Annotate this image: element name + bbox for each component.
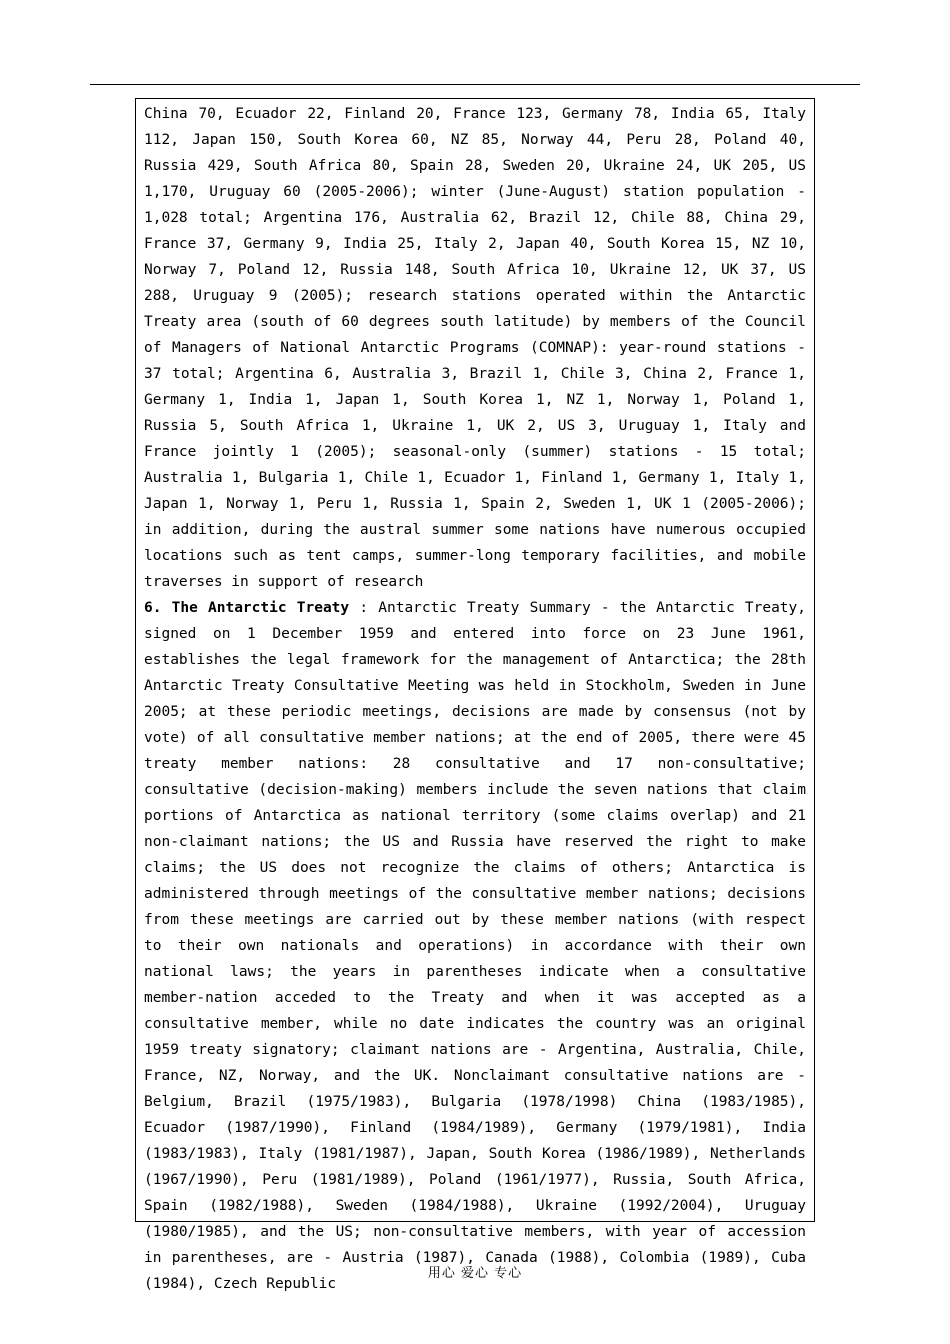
document-text: [144, 101, 806, 1297]
header-rule: [90, 84, 860, 85]
paragraph-station-populations: China 70, Ecuador 22, Finland 20, France 123, Germany 78, India 65, Italy 112, Japan 150, South Korea 60, NZ 85, Norway 44, Peru 28, Poland 40, Russia 429, South Africa 80, Spain 28, Sweden 20, Ukraine 24, UK 205, US 1,170, Uruguay 60 (2005-2006); winter (June-August) station population - 1,028 total; Argentina 176, Australia 62, Brazil 12, Chile 88, China 29, France 37, Germany 9, India 25, Italy 2, Japan 40, South Korea 15, NZ 10, Norway 7, Poland 12, Russia 148, South Africa 10, Ukraine 12, UK 37, US 288, Uruguay 9 (2005); research stations operated within the Antarctic Treaty area (south of 60 degrees south latitude) by members of the Council of Managers of National Antarctic Programs (COMNAP): year-round stations - 37 total; Argentina 6, Australia 3, Brazil 1, Chile 3, China 2, France 1, Germany 1, India 1, Japan 1, South Korea 1, NZ 1, Norway 1, Poland 1, Russia 5, South Africa 1, Ukraine 1, UK 2, US 3, Uruguay 1, Italy and France jointly 1 (2005); seasonal-only (summer) stations - 15 total; Australia 1, Bulgaria 1, Chile 1, Ecuador 1, Finland 1, Germany 1, Italy 1, Japan 1, Norway 1, Peru 1, Russia 1, Spain 2, Sweden 1, UK 1 (2005-2006); in addition, during the austral summer some nations have numerous occupied locations such as tent camps, summer-long temporary facilities, and mobile traverses in support of research: [144, 106, 806, 590]
section-heading: 6. The Antarctic Treaty: [144, 600, 350, 616]
section-body: : Antarctic Treaty Summary - the Antarctic Treaty, signed on 1 December 1959 and entered into force on 23 June 1961, establishes the legal framework for the management of Antarctica; the 28th Antarctic Treaty Consultative Meeting was held in Stockholm, Sweden in June 2005; at these periodic meetings, decisions are made by consensus (not by vote) of all consultative member nations; at the end of 2005, there were 45 treaty member nations: 28 consultative and 17 non-consultative; consultative (decision-making) members include the seven nations that claim portions of Antarctica as national territory (some claims overlap) and 21 non-claimant nations; the US and Russia have reserved the right to make claims; the US does not recognize the claims of others; Antarctica is administered through meetings of the consultative member nations; decisions from these meetings are carried out by these member nations (with respect to their own nationals and operations) in accordance with their own national laws; the years in parentheses indicate when a consultative member-nation acceded to the Treaty and when it was accepted as a consultative member, while no date indicates the country was an original 1959 treaty signatory; claimant nations are - Argentina, Australia, Chile, France, NZ, Norway, and the UK. Nonclaimant consultative nations are - Belgium, Brazil (1975/1983), Bulgaria (1978/1998) China (1983/1985), Ecuador (1987/1990), Finland (1984/1989), Germany (1979/1981), India (1983/1983), Italy (1981/1987), Japan, South Korea (1986/1989), Netherlands (1967/1990), Peru (1981/1989), Poland (1961/1977), Russia, South Africa, Spain (1982/1988), Sweden (1984/1988), Ukraine (1992/2004), Uruguay (1980/1985), and the US; non-consultative members, with year of accession in parentheses, are - Austria (1987), Canada (1988), Colombia (1989), Cuba (1984), Czech Republic: [144, 600, 806, 1292]
page-footer: 用心 爱心 专心: [427, 1266, 523, 1281]
paragraph-antarctic-treaty: [144, 595, 806, 1297]
